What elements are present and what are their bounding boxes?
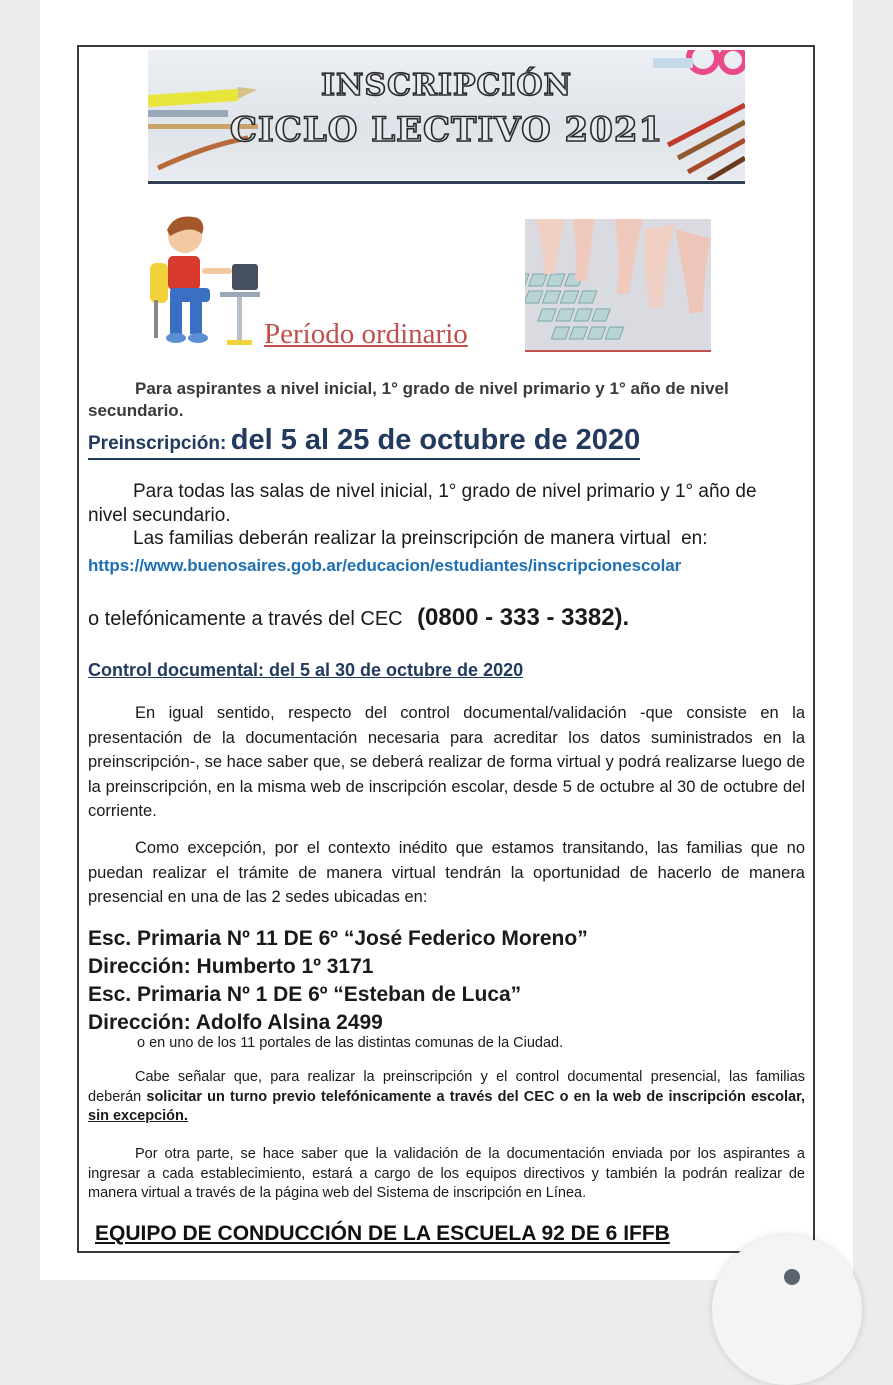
phone-text: o telefónicamente a través del CEC — [88, 608, 403, 630]
portals-note: o en uno de los 11 portales de las distintas comunas de la Ciudad. — [137, 1035, 564, 1051]
button-dot-icon — [784, 1269, 800, 1285]
turno-paragraph — [88, 1068, 805, 1127]
school-1-name: Esc. Primaria Nº 11 DE 6º “José Federico Moreno” — [88, 927, 588, 950]
schools-list — [88, 925, 588, 1037]
validation-paragraph: Por otra parte, se hace saber que la validación de la documentación enviada por los aspirantes a ingresar a cada establecimiento, estará a cargo de los equipos directivos y también la podrán realizar de manera virtual a través de la página web del Sistema de inscripción en Línea. — [88, 1146, 805, 1201]
intro-text: Para aspirantes a nivel inicial, 1° grado de nivel primario y 1° año de nivel secundario. — [88, 379, 729, 420]
preinscription-label: Preinscripción: — [88, 433, 227, 454]
header-banner — [148, 50, 745, 180]
preinscription-line — [88, 424, 640, 460]
turno-lead: Cabe señalar que, para realizar la preinscripción y el control documental presencial, las familias deberán — [88, 1069, 805, 1105]
floating-action-button[interactable] — [712, 1235, 862, 1385]
phone-number: (0800 - 333 - 3382). — [417, 604, 630, 631]
banner-underline — [148, 181, 745, 184]
preinscription-dates: del 5 al 25 de octubre de 2020 — [230, 424, 641, 456]
turno-underline: sin excepción. — [88, 1108, 188, 1124]
student-at-computer-illustration — [140, 208, 260, 348]
photo-underline — [525, 350, 711, 352]
school-1-address: Dirección: Humberto 1º 3171 — [88, 955, 374, 978]
control-paragraph: En igual sentido, respecto del control documental/validación -que consiste en la presentación de la documentación necesaria para acreditar los datos suministrados en la preinscripción-, se hace saber que, se deberá realizar de forma virtual y podrá realizarse luego de la preinscripción, en la misma web de inscripción escolar, desde 5 de octubre al 30 de octubre del corriente. — [88, 704, 805, 820]
typing-hands-photo — [525, 219, 711, 350]
control-heading: Control documental: del 5 al 30 de octubre de 2020 — [88, 660, 524, 680]
exception-paragraph: Como excepción, por el contexto inédito que estamos transitando, las familias que no puedan realizar el trámite de manera virtual tendrán la oportunidad de hacerlo de manera presencial en una de las 2 sedes ubicadas en: — [88, 839, 805, 906]
footer-signature: EQUIPO DE CONDUCCIÓN DE LA ESCUELA 92 DE 6 IFFB — [95, 1222, 670, 1245]
familias-text: Las familias deberán realizar la preinscripción de manera virtual en: — [133, 528, 708, 549]
inscripcion-url-link[interactable]: https://www.buenosaires.gob.ar/educacion/estudiantes/inscripcionescolar — [88, 556, 682, 575]
phone-line — [88, 604, 629, 632]
school-2-name: Esc. Primaria Nº 1 DE 6º “Esteban de Luca” — [88, 983, 522, 1006]
turno-bold: solicitar un turno previo telefónicamente a través del CEC o en la web de inscripción escolar, — [146, 1088, 805, 1105]
school-2-address: Dirección: Adolfo Alsina 2499 — [88, 1011, 383, 1034]
banner-title-line1: INSCRIPCIÓN — [321, 68, 572, 103]
period-title: Período ordinario — [264, 318, 468, 350]
salas-text: Para todas las salas de nivel inicial, 1° grado de nivel primario y 1° año de nivel secundario. — [88, 481, 757, 526]
banner-title-line2: CICLO LECTIVO 2021 — [229, 110, 664, 150]
